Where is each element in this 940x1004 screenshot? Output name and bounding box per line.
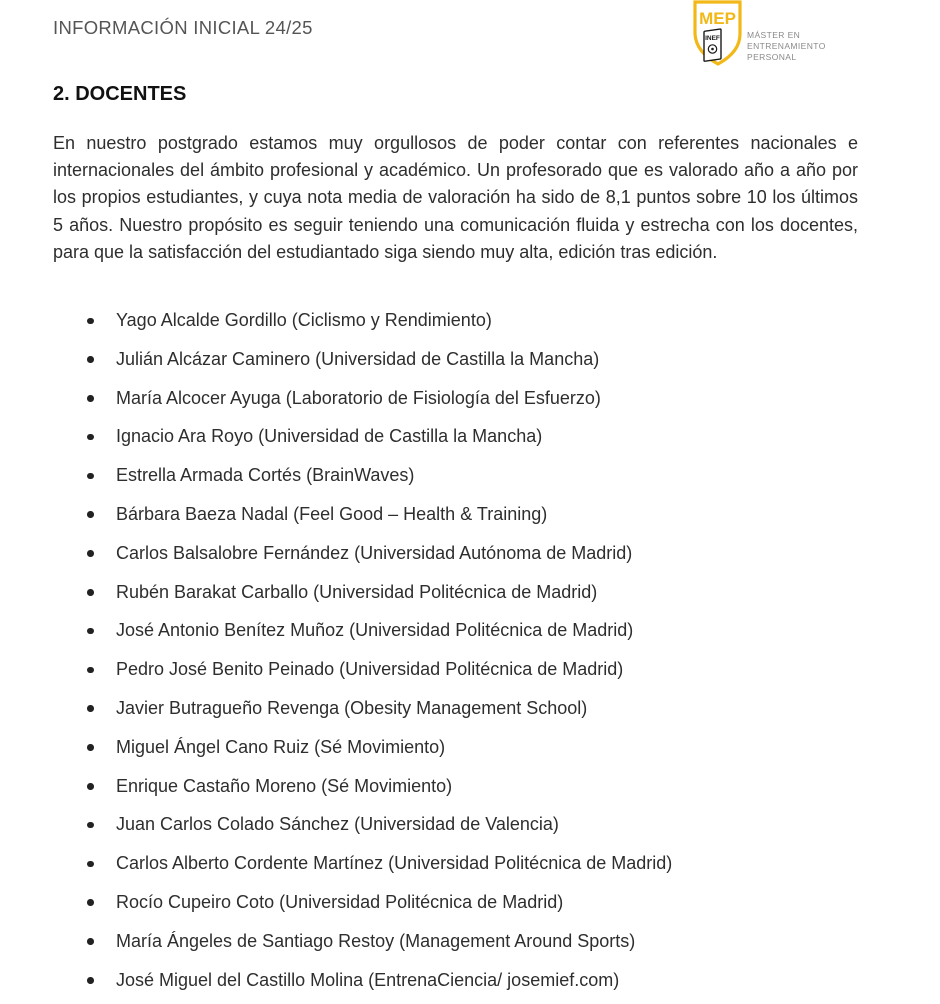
teacher-name: Estrella Armada Cortés (BrainWaves)	[116, 465, 415, 486]
bullet-icon	[87, 783, 94, 790]
section-heading: 2. DOCENTES	[53, 83, 187, 105]
teacher-name: María Ángeles de Santiago Restoy (Management Around Sports)	[116, 930, 636, 951]
document-header-title: INFORMACIÓN INICIAL 24/25	[53, 17, 313, 38]
bullet-icon	[87, 511, 94, 518]
teacher-name: Enrique Castaño Moreno (Sé Movimiento)	[116, 775, 453, 796]
teacher-name: José Miguel del Castillo Molina (EntrenaCiencia/ josemief.com)	[116, 969, 620, 990]
teacher-name: Miguel Ángel Cano Ruiz (Sé Movimiento)	[116, 736, 446, 757]
teacher-name: Carlos Balsalobre Fernández (Universidad Autónoma de Madrid)	[116, 542, 633, 563]
logo-caption-line: ENTRENAMIENTO	[747, 41, 826, 51]
logo-caption-line: MÁSTER EN	[747, 30, 801, 40]
logo-caption	[747, 30, 826, 63]
teacher-name: Ignacio Ara Royo (Universidad de Castilla la Mancha)	[116, 426, 543, 447]
bullet-icon	[87, 938, 94, 945]
bullet-icon	[87, 977, 94, 984]
teacher-name: Rocío Cupeiro Coto (Universidad Politécnica de Madrid)	[116, 891, 564, 912]
bullet-icon	[87, 861, 94, 868]
logo-caption-line: PERSONAL	[747, 52, 797, 62]
teacher-name: Juan Carlos Colado Sánchez (Universidad de Valencia)	[116, 814, 559, 835]
bullet-icon	[87, 589, 94, 596]
bullet-icon	[87, 705, 94, 712]
teacher-name: Javier Butragueño Revenga (Obesity Management School)	[116, 697, 588, 718]
teacher-name: María Alcocer Ayuga (Laboratorio de Fisiología del Esfuerzo)	[116, 387, 601, 408]
bullet-icon	[87, 822, 94, 829]
logo-mark-text: MEP	[699, 9, 736, 28]
intro-paragraph: En nuestro postgrado estamos muy orgullosos de poder contar con referentes nacionales e internacionales del ámbito profesional y académico. Un profesorado que es valorado año a año por los propios estudiantes, y cuya nota media de valoración ha sido de 8,1 puntos sobre 10 los últimos 5 años. Nuestro propósito es seguir teniendo una comunicación fluida y estrecha con los docentes, para que la satisfacción del estudiantado siga siendo muy alta, edición tras edición.	[53, 133, 858, 262]
bullet-icon	[87, 628, 94, 635]
teacher-name: Bárbara Baeza Nadal (Feel Good – Health & Training)	[116, 503, 548, 524]
bullet-icon	[87, 356, 94, 363]
bullet-icon	[87, 550, 94, 557]
teacher-name: Pedro José Benito Peinado (Universidad Politécnica de Madrid)	[116, 659, 624, 680]
teacher-name: José Antonio Benítez Muñoz (Universidad Politécnica de Madrid)	[116, 620, 634, 641]
bullet-icon	[87, 395, 94, 402]
teacher-name: Yago Alcalde Gordillo (Ciclismo y Rendimiento)	[116, 310, 492, 330]
bullet-icon	[87, 434, 94, 441]
bullet-icon	[87, 473, 94, 480]
bullet-icon	[87, 899, 94, 906]
bullet-icon	[87, 667, 94, 674]
teacher-name: Julián Alcázar Caminero (Universidad de Castilla la Mancha)	[116, 348, 600, 369]
logo-sub-mark-text: INEF	[705, 35, 720, 42]
bullet-icon	[87, 318, 94, 325]
bullet-icon	[87, 744, 94, 751]
teacher-name: Rubén Barakat Carballo (Universidad Politécnica de Madrid)	[116, 581, 598, 602]
teacher-name: Carlos Alberto Cordente Martínez (Universidad Politécnica de Madrid)	[116, 853, 673, 874]
